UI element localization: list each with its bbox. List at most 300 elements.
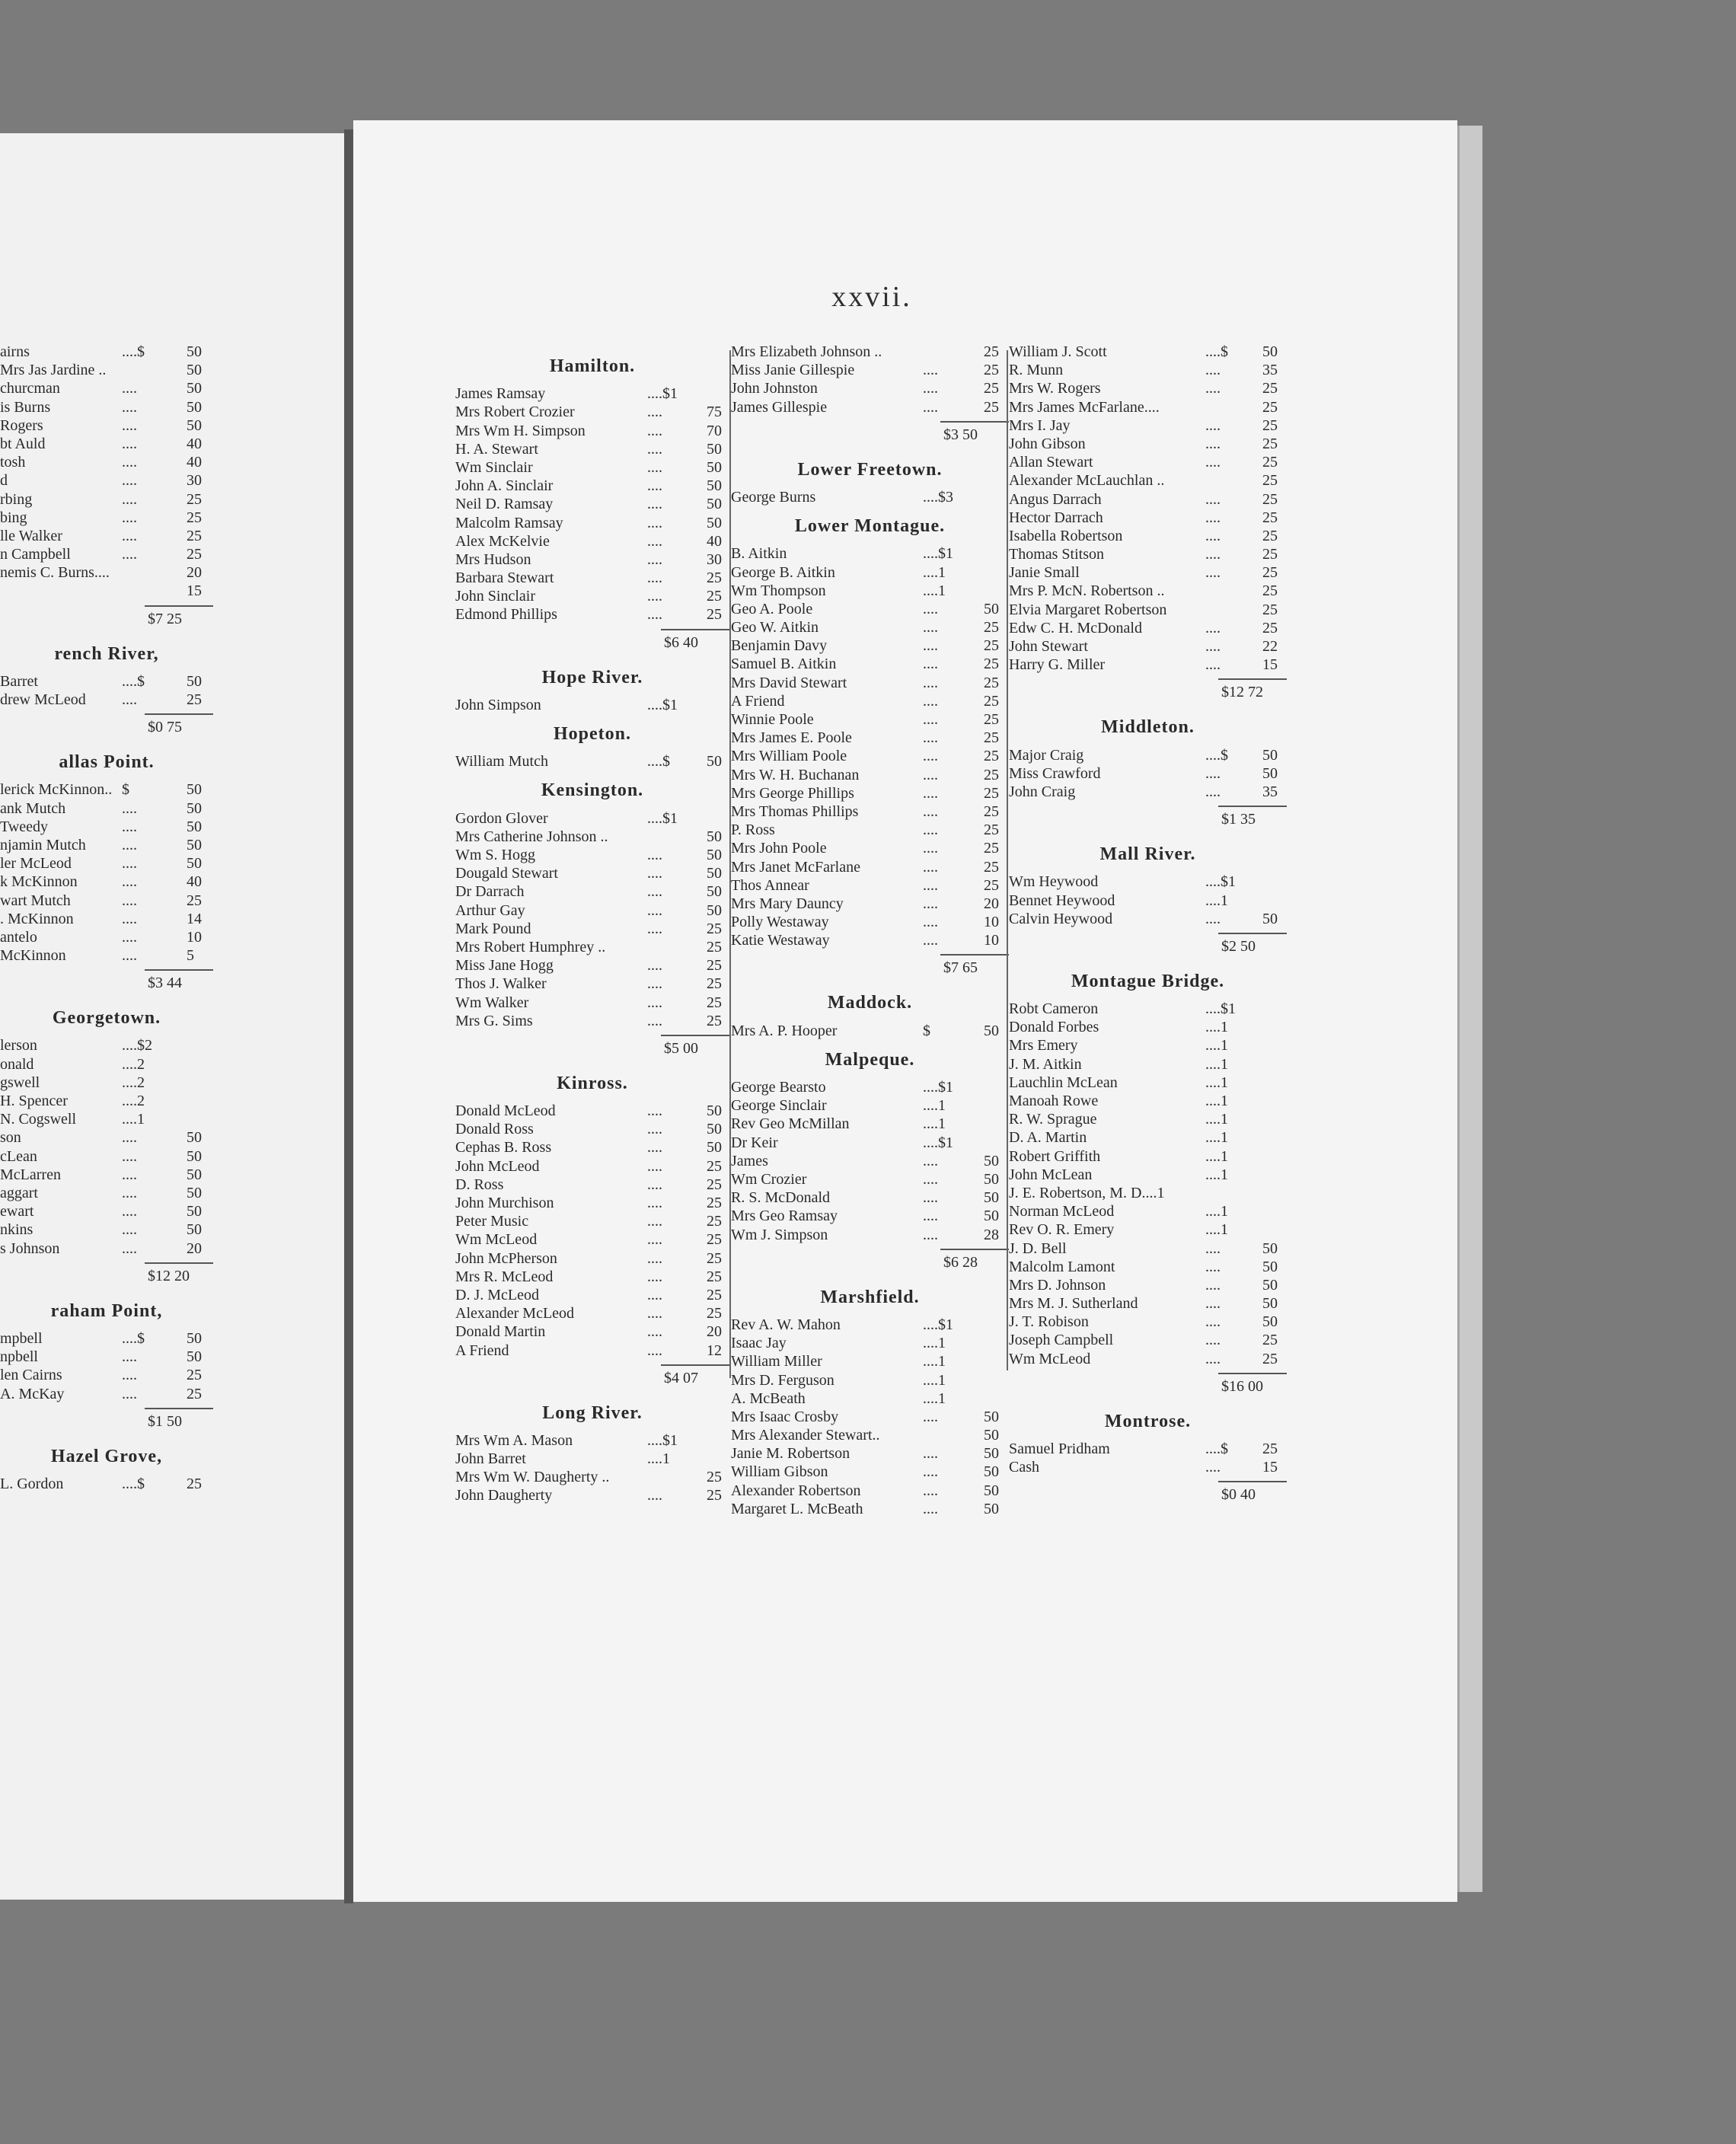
section-total — [145, 1262, 213, 1291]
contributor-name: d — [0, 472, 8, 490]
cents-amount: 25 — [984, 748, 999, 765]
total-amount: $0 75 — [148, 719, 182, 736]
contributor-name: Robt Cameron — [1009, 1000, 1099, 1018]
contributor-name: John McLeod — [455, 1157, 540, 1175]
contributor-name: Mrs Wm H. Simpson — [455, 422, 586, 439]
total-amount: $4 07 — [664, 1369, 698, 1386]
dollar-amount: .... — [647, 496, 662, 513]
contributor-name: Miss Janie Gillespie — [731, 362, 855, 379]
dollar-amount: ....$1 — [647, 1431, 678, 1449]
dollar-amount: .... — [122, 380, 137, 397]
contributor-row — [455, 1304, 729, 1322]
contributor-name: Benjamin Davy — [731, 637, 828, 655]
contributor-row — [731, 895, 1009, 913]
dollar-amount: .... — [923, 1226, 938, 1243]
dollar-amount: ....$ — [122, 1329, 145, 1347]
dollar-amount: .... — [122, 855, 137, 873]
contributor-name: A. McBeath — [731, 1389, 806, 1407]
contributor-row — [1009, 471, 1287, 490]
dollar-amount: ....$ — [1205, 343, 1228, 360]
contributor-row — [1009, 1184, 1287, 1202]
contributor-row — [1009, 873, 1287, 891]
contributor-row — [0, 563, 213, 582]
column-3 — [1009, 343, 1287, 1510]
cents-amount: 25 — [707, 975, 722, 993]
dollar-amount: .... — [923, 748, 938, 765]
contributor-row — [1009, 435, 1287, 453]
cents-amount: 25 — [707, 920, 722, 937]
cents-amount: 50 — [1262, 910, 1278, 927]
contributor-name: Edw C. H. McDonald — [1009, 619, 1142, 636]
contributor-name: Allan Stewart — [1009, 454, 1093, 471]
cents-amount: 25 — [1262, 398, 1278, 416]
contributor-name: Donald Forbes — [1009, 1019, 1099, 1036]
contributor-row — [0, 582, 213, 600]
dollar-amount: .... — [923, 876, 938, 894]
contributor-name: Elvia Margaret Robertson — [1009, 601, 1167, 618]
contributor-name: Isaac Jay — [731, 1335, 787, 1352]
contributor-row — [731, 636, 1009, 655]
cents-amount: 50 — [984, 1171, 999, 1188]
dollar-amount: ....$ — [647, 753, 670, 770]
dollar-amount: .... — [923, 766, 938, 783]
contributor-row — [0, 1240, 213, 1258]
contributor-name: R. S. McDonald — [731, 1189, 830, 1207]
contributor-name: Dr Darrach — [455, 883, 525, 901]
contributor-row — [455, 809, 729, 828]
contributor-row — [0, 545, 213, 563]
contributor-row — [1009, 416, 1287, 435]
contributor-name: Wm McLeod — [1009, 1350, 1091, 1367]
dollar-amount: .... — [647, 1012, 662, 1029]
contributor-name: Mrs W. H. Buchanan — [731, 766, 860, 783]
dollar-amount: .... — [923, 1189, 938, 1207]
dollar-amount: .... — [1205, 1459, 1221, 1476]
section-total — [661, 629, 729, 658]
cents-amount: 25 — [984, 637, 999, 655]
dollar-amount: .... — [1205, 783, 1221, 800]
contributor-row — [0, 799, 213, 818]
section-heading: Kinross. — [557, 1073, 628, 1093]
dollar-amount: .... — [923, 1408, 938, 1425]
contributor-name: Neil D. Ramsay — [455, 496, 554, 513]
dollar-amount: .... — [122, 1203, 137, 1220]
cents-amount: 25 — [984, 711, 999, 729]
contributor-row — [0, 1055, 213, 1074]
dollar-amount: .... — [647, 847, 662, 863]
dollar-amount: ....1 — [122, 1111, 145, 1128]
dollar-amount: ....1 — [1205, 1037, 1228, 1054]
cents-amount: 50 — [984, 1463, 999, 1481]
cents-amount: 50 — [187, 398, 202, 416]
contributor-name: Mrs James McFarlane.... — [1009, 398, 1160, 416]
dollar-amount: .... — [122, 1240, 137, 1257]
contributor-row — [1009, 783, 1287, 801]
cents-amount: 25 — [1262, 1350, 1278, 1367]
dollar-amount: .... — [1205, 1332, 1221, 1349]
contributor-row — [0, 453, 213, 471]
contributor-name: Isabella Robertson — [1009, 527, 1123, 544]
contributor-name: son — [0, 1129, 21, 1147]
cents-amount: 15 — [1262, 1459, 1278, 1476]
contributor-name: Manoah Rowe — [1009, 1093, 1099, 1110]
contributor-name: Samuel B. Aitkin — [731, 656, 837, 673]
cents-amount: 25 — [707, 957, 722, 975]
contributor-row — [1009, 1220, 1287, 1239]
contributor-name: P. Ross — [731, 822, 775, 839]
cents-amount: 50 — [187, 836, 202, 853]
contributor-name: Barret — [0, 672, 38, 690]
dollar-amount: .... — [647, 1157, 662, 1175]
dollar-amount: .... — [647, 1231, 662, 1249]
contributor-name: Tweedy — [0, 818, 49, 835]
dollar-amount: .... — [122, 836, 137, 853]
contributor-name: Barbara Stewart — [455, 570, 554, 587]
contributor-name: ank Mutch — [0, 799, 66, 817]
cents-amount: 25 — [984, 380, 999, 397]
cents-amount: 25 — [1262, 380, 1278, 397]
contributor-row — [1009, 1074, 1287, 1092]
dollar-amount: .... — [923, 674, 938, 691]
section-total — [940, 954, 1009, 983]
contributor-name: Rev A. W. Mahon — [731, 1316, 841, 1333]
contributor-name: Donald McLeod — [455, 1102, 556, 1120]
contributor-row — [1009, 361, 1287, 379]
cents-amount: 20 — [187, 564, 202, 582]
contributor-name: Mrs James E. Poole — [731, 729, 852, 747]
dollar-amount: .... — [122, 490, 137, 508]
contributor-name: Major Craig — [1009, 746, 1084, 764]
contributor-row — [731, 1170, 1009, 1188]
dollar-amount: .... — [923, 362, 938, 379]
cents-amount: 15 — [187, 582, 202, 600]
cents-amount: 25 — [984, 822, 999, 839]
contributor-row — [731, 563, 1009, 582]
cents-amount: 25 — [707, 1195, 722, 1212]
contributor-row — [455, 1194, 729, 1212]
dollar-amount: .... — [1205, 910, 1221, 927]
contributor-name: John McPherson — [455, 1249, 557, 1267]
cents-amount: 25 — [707, 1213, 722, 1230]
cents-amount: 50 — [984, 1408, 999, 1425]
cents-amount: 20 — [707, 1323, 722, 1341]
section-heading: Hopeton. — [553, 724, 631, 745]
contributor-name: J. D. Bell — [1009, 1240, 1067, 1257]
contributor-name: rbing — [0, 490, 33, 508]
cents-amount: 50 — [187, 416, 202, 434]
contributor-name: Miss Crawford — [1009, 764, 1101, 782]
contributor-name: John Daugherty — [455, 1487, 553, 1504]
contributor-row — [1009, 1092, 1287, 1110]
cents-amount: 10 — [984, 932, 999, 949]
cents-amount: 25 — [187, 546, 202, 563]
contributor-row — [731, 913, 1009, 931]
dollar-amount: .... — [923, 656, 938, 673]
contributor-row — [1009, 398, 1287, 416]
contributor-row — [0, 1385, 213, 1403]
dollar-amount: .... — [647, 865, 662, 882]
dollar-amount: .... — [647, 532, 662, 550]
contributor-row — [731, 1426, 1009, 1444]
contributor-name: ler McLeod — [0, 855, 72, 873]
contributor-name: A Friend — [731, 692, 785, 710]
contributor-name: A Friend — [455, 1342, 509, 1359]
dollar-amount: .... — [647, 440, 662, 458]
cents-amount: 12 — [707, 1342, 722, 1359]
contributor-row — [0, 780, 213, 799]
contributor-row — [1009, 1036, 1287, 1054]
dollar-amount: .... — [647, 901, 662, 919]
contributor-row — [731, 343, 1009, 361]
contributor-name: Dougald Stewart — [455, 865, 558, 882]
dollar-amount: .... — [647, 957, 662, 975]
contributor-name: Mrs Wm A. Mason — [455, 1431, 573, 1449]
dollar-amount: .... — [122, 892, 137, 909]
cents-amount: 25 — [707, 570, 722, 587]
dollar-amount: ....1 — [1205, 1147, 1228, 1165]
page-number: xxvii. — [831, 281, 912, 313]
cents-amount: 25 — [984, 858, 999, 876]
cents-amount: 50 — [1262, 1240, 1278, 1257]
total-amount: $16 00 — [1221, 1377, 1263, 1395]
contributor-row — [455, 938, 729, 956]
contributor-row — [731, 784, 1009, 802]
dollar-amount: ....1 — [923, 1097, 946, 1115]
section-heading: Long River. — [542, 1402, 643, 1423]
contributor-name: lle Walker — [0, 527, 62, 544]
dollar-amount: ....$1 — [647, 809, 678, 827]
cents-amount: 25 — [1262, 564, 1278, 582]
column-2 — [731, 343, 1009, 1518]
cents-amount: 25 — [1262, 1332, 1278, 1349]
cents-amount: 50 — [187, 1147, 202, 1165]
dollar-amount: .... — [647, 588, 662, 605]
cents-amount: 25 — [187, 892, 202, 909]
cents-amount: 25 — [707, 994, 722, 1011]
total-amount: $12 20 — [148, 1267, 190, 1284]
contributor-name: airns — [0, 343, 30, 360]
dollar-amount: .... — [1205, 527, 1221, 544]
contributor-row — [455, 1286, 729, 1304]
contributor-name: Mrs Wm W. Daugherty .. — [455, 1469, 610, 1486]
dollar-amount: ....$ — [122, 1475, 145, 1492]
contributor-name: John Simpson — [455, 696, 541, 713]
contributor-name: nkins — [0, 1221, 34, 1239]
contributor-name: Lauchlin McLean — [1009, 1074, 1118, 1091]
contributor-row — [455, 994, 729, 1012]
contributor-row — [731, 766, 1009, 784]
dollar-amount: .... — [122, 799, 137, 817]
contributor-row — [0, 1220, 213, 1239]
section-heading: Montague Bridge. — [1071, 971, 1225, 991]
cents-amount: 50 — [984, 1500, 999, 1517]
cents-amount: 25 — [1262, 546, 1278, 563]
contributor-name: Wm Thompson — [731, 582, 826, 599]
contributor-row — [731, 1226, 1009, 1244]
contributor-name: John Barret — [455, 1450, 526, 1468]
contributor-row — [731, 655, 1009, 673]
dollar-amount: ....$1 — [923, 1079, 953, 1096]
cents-amount: 40 — [187, 454, 202, 471]
contributor-name: James — [731, 1152, 768, 1169]
contributor-row — [455, 1120, 729, 1138]
cents-amount: 50 — [984, 600, 999, 617]
contributor-name: Geo A. Poole — [731, 600, 813, 617]
contributor-row — [731, 1188, 1009, 1207]
dollar-amount: .... — [122, 1348, 137, 1366]
contributor-name: mpbell — [0, 1329, 43, 1347]
cents-amount: 50 — [187, 855, 202, 873]
section-heading: Lower Freetown. — [797, 459, 943, 480]
dollar-amount: ....1 — [923, 1371, 946, 1389]
dollar-amount: ....$1 — [1205, 1000, 1236, 1018]
dollar-amount: .... — [647, 458, 662, 476]
dollar-amount: ....1 — [1205, 1129, 1228, 1147]
contributor-row — [0, 343, 213, 361]
contributor-name: R. W. Sprague — [1009, 1111, 1097, 1128]
dollar-amount: ....1 — [1205, 1203, 1228, 1220]
cents-amount: 50 — [187, 799, 202, 817]
dollar-amount: .... — [122, 1166, 137, 1183]
dollar-amount: .... — [647, 920, 662, 937]
contributor-name: Mrs P. McN. Robertson .. — [1009, 582, 1165, 600]
contributor-name: Katie Westaway — [731, 932, 830, 949]
contributor-name: . McKinnon — [0, 910, 74, 927]
contributor-row — [455, 920, 729, 938]
dollar-amount: .... — [647, 1323, 662, 1341]
cents-amount: 20 — [187, 1240, 202, 1257]
contributor-row — [1009, 1313, 1287, 1331]
dollar-amount: .... — [647, 1305, 662, 1322]
contributor-name: Mrs Isaac Crosby — [731, 1408, 839, 1425]
contributor-row — [455, 1342, 729, 1360]
dollar-amount: .... — [923, 914, 938, 931]
contributor-row — [455, 1468, 729, 1486]
cents-amount: 25 — [707, 1176, 722, 1193]
cents-amount: 25 — [707, 1268, 722, 1285]
contributor-row — [731, 1096, 1009, 1115]
contributor-row — [455, 532, 729, 550]
contributor-name: Robert Griffith — [1009, 1147, 1101, 1165]
dollar-amount: .... — [1205, 1313, 1221, 1331]
section-heading: Hamilton. — [549, 356, 636, 376]
contributor-row — [455, 1450, 729, 1468]
cents-amount: 25 — [1262, 490, 1278, 508]
contributor-row — [1009, 343, 1287, 361]
dollar-amount: .... — [647, 1176, 662, 1193]
dollar-amount: ....1 — [923, 1389, 946, 1407]
dollar-amount: .... — [923, 692, 938, 710]
cents-amount: 25 — [984, 343, 999, 360]
contributor-row — [455, 605, 729, 624]
contributor-name: James Ramsay — [455, 385, 546, 403]
dollar-amount: .... — [122, 435, 137, 452]
dollar-amount: .... — [647, 1121, 662, 1138]
dollar-amount: .... — [647, 514, 662, 531]
section-total — [1218, 1481, 1287, 1510]
contributor-name: D. A. Martin — [1009, 1129, 1087, 1147]
contributor-row — [0, 1147, 213, 1166]
cents-amount: 50 — [1262, 1295, 1278, 1313]
section-total — [145, 713, 213, 742]
dollar-amount: ....$1 — [923, 545, 953, 563]
dollar-amount: .... — [122, 416, 137, 434]
contributor-name: n Campbell — [0, 546, 71, 563]
contributor-name: Mrs R. McLeod — [455, 1268, 554, 1285]
contributor-name: Winnie Poole — [731, 711, 814, 729]
contributor-name: Mrs Robert Crozier — [455, 404, 575, 421]
cents-amount: 50 — [984, 1445, 999, 1463]
dollar-amount: .... — [1205, 656, 1221, 674]
dollar-amount: .... — [647, 1487, 662, 1504]
dollar-amount: .... — [1205, 435, 1221, 452]
contributor-name: Cephas B. Ross — [455, 1139, 552, 1157]
column-1 — [455, 346, 729, 1505]
contributor-name: Mrs Catherine Johnson .. — [455, 828, 608, 845]
contributor-row — [455, 1431, 729, 1450]
section-heading: Kensington. — [541, 780, 644, 801]
contributor-row — [455, 1268, 729, 1286]
cents-amount: 25 — [1262, 416, 1278, 434]
contributor-name: N. Cogswell — [0, 1111, 76, 1128]
dollar-amount: .... — [122, 910, 137, 927]
contributor-row — [455, 458, 729, 477]
cents-amount: 50 — [707, 847, 722, 863]
contributor-name: J. E. Robertson, M. D....1 — [1009, 1184, 1165, 1201]
cents-amount: 25 — [1262, 582, 1278, 600]
contributor-name: Geo W. Aitkin — [731, 619, 819, 636]
cents-amount: 40 — [187, 873, 202, 891]
contributor-row — [1009, 1128, 1287, 1147]
contributor-row — [0, 892, 213, 910]
cents-amount: 25 — [187, 691, 202, 709]
dollar-amount: $ — [923, 1022, 930, 1039]
contributor-name: Mrs D. Ferguson — [731, 1371, 834, 1389]
cents-amount: 50 — [707, 514, 722, 531]
contributor-row — [0, 1184, 213, 1202]
contributor-row — [455, 901, 729, 920]
cents-amount: 50 — [187, 1348, 202, 1366]
cents-amount: 50 — [187, 362, 202, 379]
dollar-amount: .... — [923, 802, 938, 820]
cents-amount: 50 — [707, 1121, 722, 1138]
contributor-name: Norman McLeod — [1009, 1203, 1115, 1220]
section-heading: allas Point. — [59, 752, 155, 773]
cents-amount: 50 — [707, 496, 722, 513]
contributor-name: Rogers — [0, 416, 43, 434]
dollar-amount: .... — [647, 1268, 662, 1285]
contributor-row — [731, 1482, 1009, 1500]
cents-amount: 50 — [707, 828, 722, 845]
column-rule — [1007, 350, 1008, 1370]
contributor-row — [1009, 545, 1287, 563]
cents-amount: 25 — [984, 840, 999, 857]
dollar-amount: .... — [122, 691, 137, 709]
dollar-amount: .... — [923, 932, 938, 949]
contributor-name: Margaret L. McBeath — [731, 1500, 863, 1517]
cents-amount: 25 — [984, 784, 999, 802]
cents-amount: 25 — [1262, 454, 1278, 471]
contributor-name: Dr Keir — [731, 1134, 778, 1151]
dollar-amount: .... — [1205, 490, 1221, 508]
cents-amount: 25 — [707, 588, 722, 605]
contributor-row — [731, 1371, 1009, 1389]
dollar-amount: .... — [647, 1213, 662, 1230]
cents-amount: 50 — [187, 781, 202, 799]
contributor-row — [1009, 764, 1287, 783]
cents-amount: 25 — [707, 938, 722, 956]
contributor-name: Arthur Gay — [455, 901, 525, 919]
